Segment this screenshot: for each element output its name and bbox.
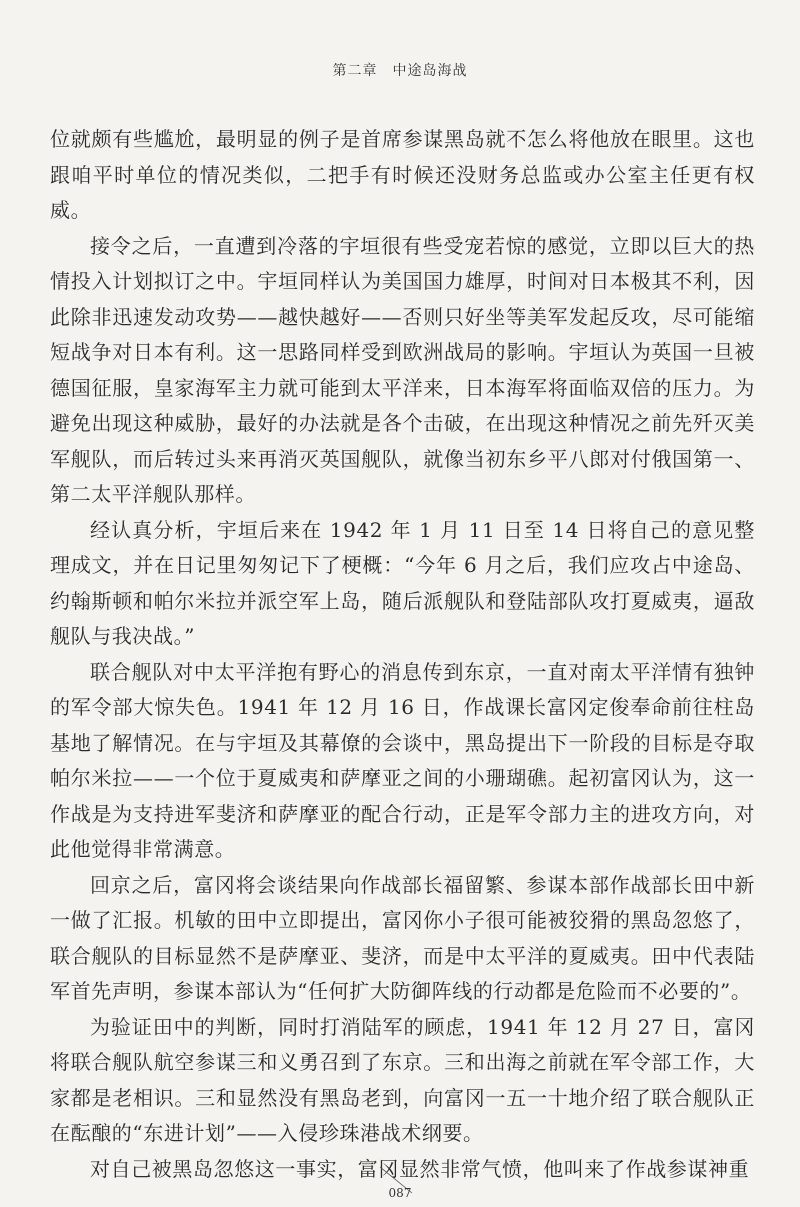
- page-number: 087: [388, 1186, 412, 1200]
- paragraph-7: 对自己被黑岛忽悠这一事实，富冈显然非常气愤，他叫来了作战参谋神重: [90, 1156, 750, 1181]
- paragraph-2: 接令之后，一直遭到冷落的宇垣很有些受宠若惊的感觉，立即以巨大的热情投入计划拟订之中。宇垣同样认为美国国力雄厚，时间对日本极其不利，因此除非迅速发动攻势——越快越好——否则只好坐等美军发起反攻，尽可能缩短战争对日本有利。这一思路同样受到欧洲战局的影响。宇垣认为英国一旦被德国征服，皇家海军主力就可能到太平洋来，日本海军将面临双倍的压力。为避免出现这种威胁，最好的办法就是各个击破，在出现这种情况之前先歼灭美军舰队，而后转过头来再消灭英国舰队，就像当初东乡平八郎对付俄国第一、第二太平洋舰队那样。: [50, 233, 755, 506]
- body-text: [50, 122, 755, 1187]
- paragraph-6: 为验证田中的判断，同时打消陆军的顾虑，1941 年 12 月 27 日，富冈将联合舰队航空参谋三和义勇召到了东京。三和出海之前就在军令部工作，大家都是老相识。三和显然没有黑岛老到，向富冈一五一十地介绍了联合舰队正在酝酿的“东进计划”——入侵珍珠港战术纲要。: [50, 1014, 755, 1145]
- paragraph-5: 回京之后，富冈将会谈结果向作战部长福留繁、参谋本部作战部长田中新一做了汇报。机敏的田中立即提出，富冈你小子很可能被狡猾的黑岛忽悠了，联合舰队的目标显然不是萨摩亚、斐济，而是中太平洋的夏威夷。田中代表陆军首先声明，参谋本部认为“任何扩大防御阵线的行动都是危险而不必要的”。: [50, 872, 755, 1003]
- paragraph-1: 位就颇有些尴尬，最明显的例子是首席参谋黑岛就不怎么将他放在眼里。这也跟咱平时单位的情况类似，二把手有时候还没财务总监或办公室主任更有权威。: [50, 127, 755, 222]
- paragraph-4: 联合舰队对中太平洋抱有野心的消息传到东京，一直对南太平洋情有独钟的军令部大惊失色。1941 年 12 月 16 日，作战课长富冈定俊奉命前往柱岛基地了解情况。在与宇垣及其幕僚的会谈中，黑岛提出下一阶段的目标是夺取帕尔米拉——一个位于夏威夷和萨摩亚之间的小珊瑚礁。起初富冈认为，这一作战是为支持进军斐济和萨摩亚的配合行动，正是军令部力主的进攻方向，对此他觉得非常满意。: [50, 659, 755, 861]
- running-header: 第二章 中途岛海战: [332, 63, 468, 79]
- paragraph-3: 经认真分析，宇垣后来在 1942 年 1 月 11 日至 14 日将自己的意见整理成文，并在日记里匆匆记下了梗概：“今年 6 月之后，我们应攻占中途岛、约翰斯顿和帕尔米拉并派空军上岛，随后派舰队和登陆部队攻打夏威夷，逼敌舰队与我决战。”: [50, 517, 755, 648]
